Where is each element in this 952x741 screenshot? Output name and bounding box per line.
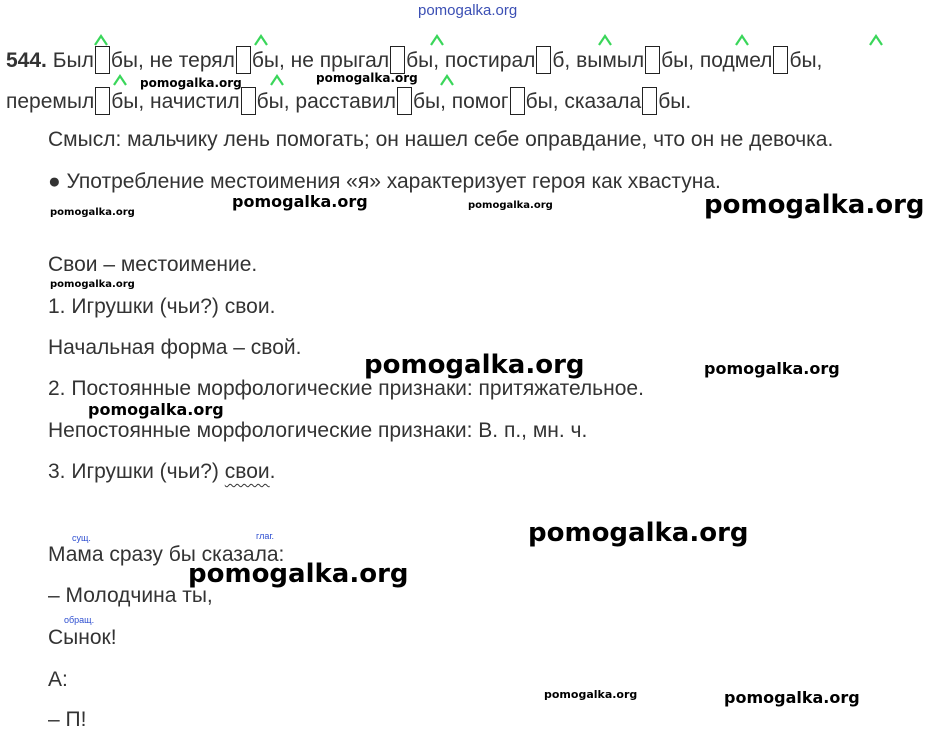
suffix-box [241,87,256,115]
accent-caret [254,34,268,46]
exercise-row-1: 544. Был бы, не терял бы, не прыгал бы, постирал б, вымыл бы, подмел бы, [6,46,822,74]
exercise-number: 544. [6,49,47,72]
accent-caret [430,34,444,46]
watermark: pomogalka.org [316,71,418,85]
accent-caret [869,34,883,46]
watermark: pomogalka.org [468,200,553,211]
poem-line-5: – П! [48,708,87,731]
suffix-box [397,87,412,115]
suffix-box [536,46,551,74]
watermark: pomogalka.org [704,190,925,220]
poem-line-2: – Молодчина ты, [48,584,213,607]
suffix-box [773,46,788,74]
watermark: pomogalka.org [50,207,135,218]
watermark: pomogalka.org [704,359,840,378]
watermark: pomogalka.org [544,688,638,701]
poem-line-1: Мама сразу бы сказала: [48,543,285,566]
watermark: pomogalka.org [364,350,585,380]
tag-address: обращ. [64,615,95,625]
suffix-box [510,87,525,115]
poem-line-4: А: [48,668,68,691]
accent-caret [94,34,108,46]
accent-caret [440,74,454,86]
suffix-box [645,46,660,74]
svoi-title: Свои – местоимение. [48,253,258,276]
suffix-box [95,46,110,74]
accent-caret [113,74,127,86]
watermark: pomogalka.org [724,688,860,707]
initial-form: Начальная форма – свой. [48,336,302,359]
watermark: pomogalka.org [88,400,224,419]
suffix-box [390,46,405,74]
underlined-word: свои [224,460,270,483]
watermark: pomogalka.org [188,559,409,589]
watermark: pomogalka.org [418,2,518,19]
item-1: 1. Игрушки (чьи?) свои. [48,295,276,318]
nonconstant-features: Непостоянные морфологические признаки: В. п., мн. ч. [48,419,588,442]
exercise-row-2: перемыл бы, начистил бы, расставил бы, помог бы, сказала бы. [6,87,691,115]
accent-caret [735,34,749,46]
watermark: pomogalka.org [232,192,368,211]
item-3: 3. Игрушки (чьи?) свои. [48,460,276,483]
suffix-box [95,87,110,115]
watermark: pomogalka.org [50,279,135,290]
bullet-text: ● Употребление местоимения «я» характеризует героя как хвастуна. [48,170,721,193]
meaning-text: Смысл: мальчику лень помогать; он нашел себе оправдание, что он не девочка. [48,128,834,151]
watermark: pomogalka.org [140,76,242,90]
watermark: pomogalka.org [528,518,749,548]
item-2: 2. Постоянные морфологические признаки: притяжательное. [48,377,644,400]
suffix-box [236,46,251,74]
tag-verb: глаг. [256,531,275,541]
accent-caret [598,34,612,46]
suffix-box [642,87,657,115]
poem-line-3: Сынок! [48,626,117,649]
accent-caret [270,74,284,86]
tag-noun: сущ. [72,533,91,543]
